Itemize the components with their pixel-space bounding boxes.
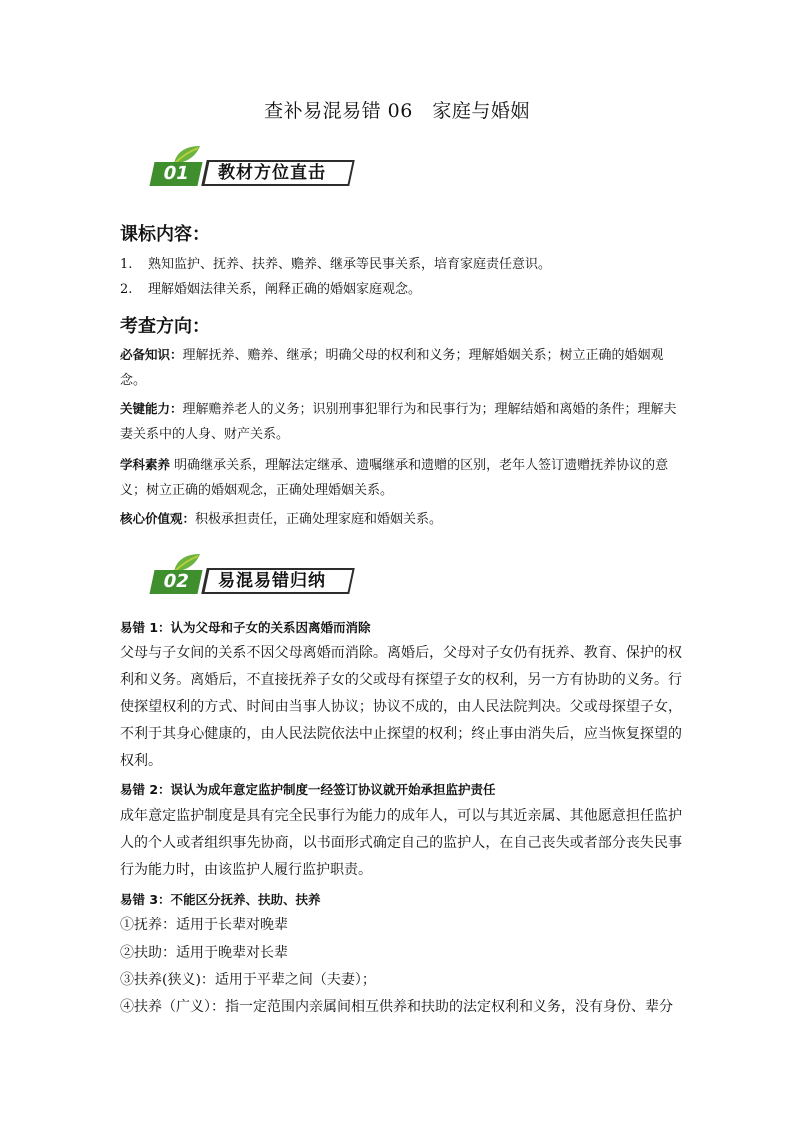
error-line: ①抚养：适用于长辈对晚辈 bbox=[120, 917, 288, 933]
error-line: ④扶养（广义）：指一定范围内亲属间相互供养和扶助的法定权利和义务，没有身份、辈分 bbox=[120, 999, 673, 1015]
list-item-number: 2. bbox=[120, 282, 133, 297]
exam-item-text: 理解赡养老人的义务；识别刑事犯罪行为和民事行为；理解结婚和离婚的条件；理解夫妻关系中的人身、财产关系。 bbox=[120, 402, 677, 442]
exam-item-text: 理解抚养、赡养、继承；明确父母的权利和义务；理解婚姻关系；树立正确的婚姻观念。 bbox=[120, 348, 664, 388]
section-label: 教材方位直击 bbox=[218, 163, 326, 183]
exam-item bbox=[120, 506, 680, 532]
section-number: 02 bbox=[149, 570, 202, 594]
error-line: ③扶养(狭义)：适用于平辈之间（夫妻）； bbox=[120, 972, 376, 988]
curriculum-list bbox=[120, 252, 680, 302]
exam-item bbox=[120, 396, 680, 447]
list-item-text: 熟知监护、抚养、扶养、赡养、继承等民事关系，培育家庭责任意识。 bbox=[148, 257, 552, 272]
list-item-number: 1. bbox=[120, 257, 133, 272]
page-title: 查补易混易错 06 家庭与婚姻 bbox=[264, 100, 530, 122]
list-item-text: 理解婚姻法律关系，阐释正确的婚姻家庭观念。 bbox=[148, 282, 422, 297]
curriculum-heading: 课标内容： bbox=[120, 224, 210, 245]
section-banner-2 bbox=[152, 552, 352, 596]
error-title: 易错 2：误认为成年意定监护制度一经签订协议就开始承担监护责任 bbox=[120, 782, 496, 797]
exam-item-label: 关键能力： bbox=[120, 401, 183, 416]
section-number: 01 bbox=[149, 162, 202, 186]
error-title: 易错 1：认为父母和子女的关系因离婚而消除 bbox=[120, 620, 371, 635]
error-title: 易错 3：不能区分抚养、扶助、扶养 bbox=[120, 892, 321, 907]
exam-item-label: 核心价值观： bbox=[120, 511, 196, 526]
error-body: 父母与子女间的关系不因父母离婚而消除。离婚后，父母对子女仍有抚养、教育、保护的权利和义务。离婚后，不直接抚养子女的父或母有探望子女的权利，另一方有协助的义务。行使探望权利的方式、时间由当事人协议；协议不成的，由人民法院判决。父或母探望子女，不利于其身心健康的，由人民法院依法中止探望的权利；终止事由消失后，应当恢复探望的权利。 bbox=[120, 645, 682, 769]
list-item bbox=[120, 252, 680, 277]
exam-item bbox=[120, 342, 680, 393]
error-body: 成年意定监护制度是具有完全民事行为能力的成年人，可以与其近亲属、其他愿意担任监护人的个人或者组织事先协商，以书面形式确定自己的监护人，在自己丧失或者部分丧失民事行为能力时，由该监护人履行监护职责。 bbox=[120, 808, 682, 878]
exam-item-text: 明确继承关系，理解法定继承、遗嘱继承和遗赠的区别，老年人签订遗赠抚养协议的意义；树立正确的婚姻观念，正确处理婚姻关系。 bbox=[120, 458, 669, 498]
list-item bbox=[120, 277, 680, 302]
exam-item-text: 积极承担责任，正确处理家庭和婚姻关系。 bbox=[195, 512, 443, 527]
exam-item-label: 必备知识： bbox=[120, 347, 183, 362]
exam-item bbox=[120, 452, 680, 503]
section-label: 易混易错归纳 bbox=[218, 571, 326, 591]
error-line: ②扶助：适用于晚辈对长辈 bbox=[120, 945, 288, 961]
section-banner-1 bbox=[152, 144, 352, 188]
exam-item-label: 学科素养 bbox=[120, 457, 171, 472]
exam-heading: 考查方向： bbox=[120, 316, 210, 337]
